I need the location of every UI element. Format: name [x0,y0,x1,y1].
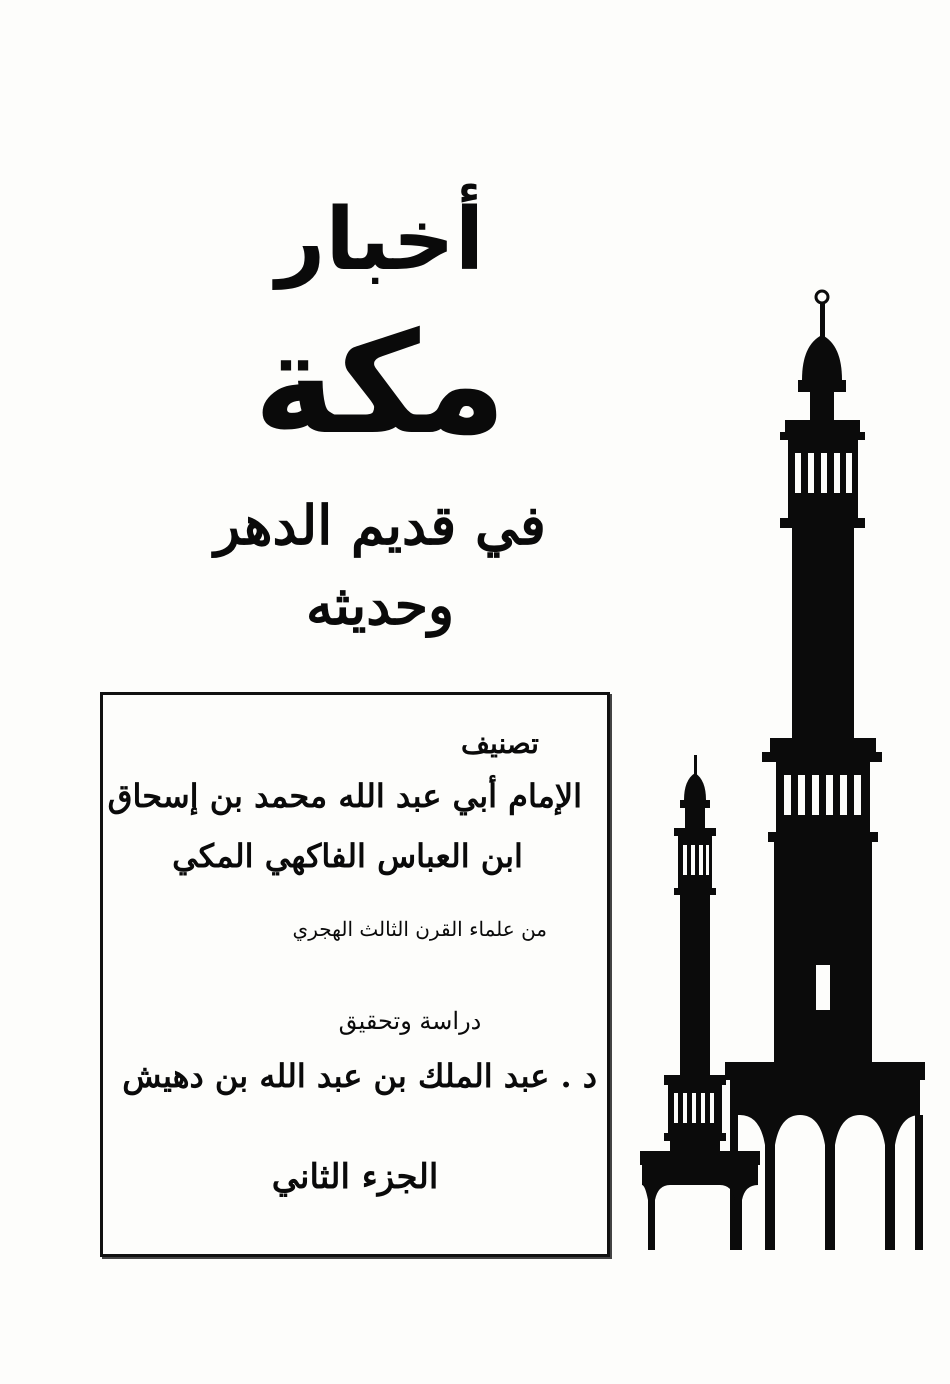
author-era: من علماء القرن الثالث الهجري [292,917,547,941]
book-title-line1: أخبار [275,190,485,290]
volume-label: الجزء الثاني [271,1157,439,1197]
minaret-icon [630,285,930,1270]
author-info-frame [100,692,610,1257]
study-and-edit-label: دراسة وتحقيق [338,1007,482,1035]
author-name-line2: ابن العباس الفاكهي المكي [172,837,523,875]
compiled-by-label: تصنيف [461,727,539,760]
book-title-line2: مكة [253,303,507,466]
editor-name: د . عبد الملك بن عبد الله بن دهيش [122,1057,597,1095]
author-name-line1: الإمام أبي عبد الله محمد بن إسحاق [107,777,582,815]
book-subtitle: في قديم الدهر وحديثه [214,493,546,637]
